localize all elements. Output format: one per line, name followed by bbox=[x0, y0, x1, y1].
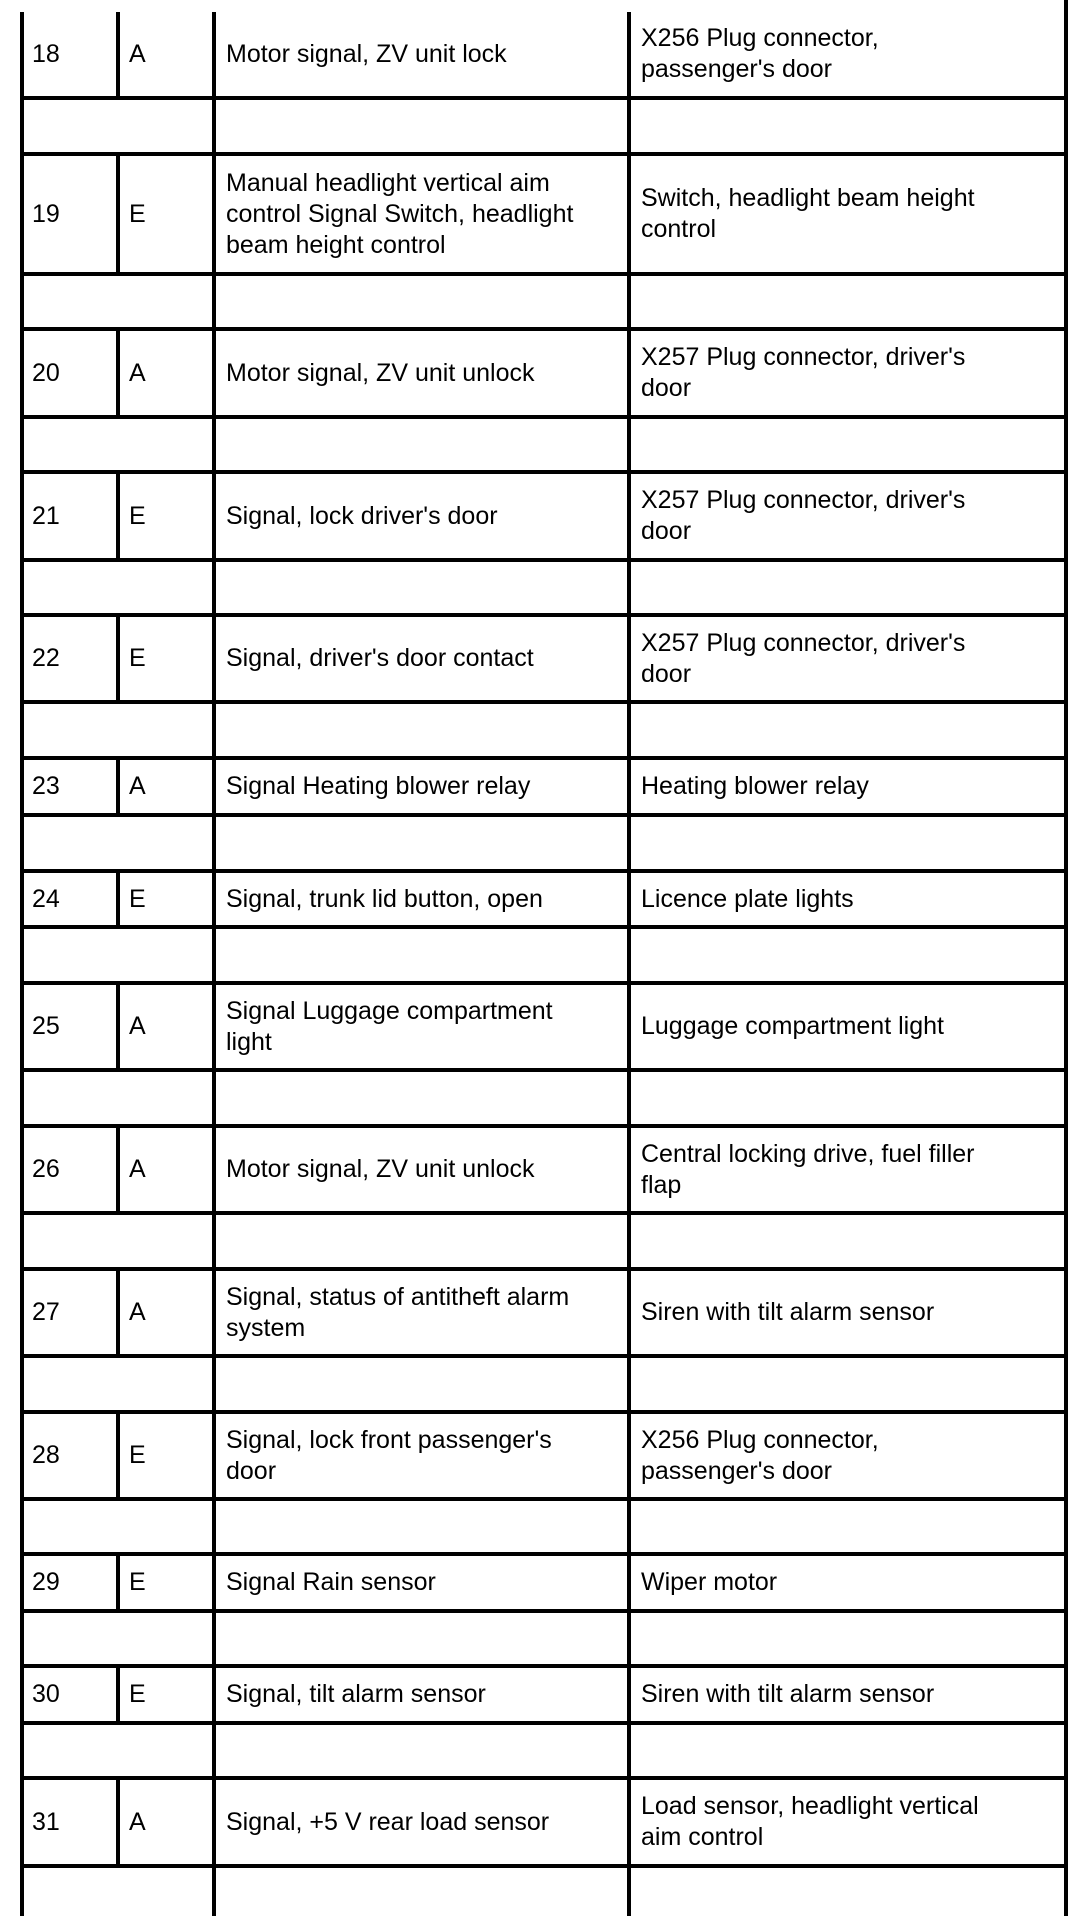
row-rule bbox=[20, 700, 1065, 704]
component-cell: X257 Plug connector, driver's door bbox=[641, 628, 966, 688]
component-cell: X256 Plug connector, passenger's door bbox=[641, 24, 879, 83]
pin-cell: 22 bbox=[32, 644, 60, 672]
pin-cell: 23 bbox=[32, 772, 60, 800]
signal-description-cell: Signal, +5 V rear load sensor bbox=[226, 1807, 550, 1836]
component-cell: Siren with tilt alarm sensor bbox=[641, 1680, 935, 1708]
component-cell: Central locking drive, fuel filler flap bbox=[641, 1139, 975, 1199]
signal-description-cell: Signal, lock front passenger's door bbox=[226, 1425, 552, 1485]
row-rule bbox=[20, 415, 1065, 419]
row-rule bbox=[20, 1354, 1065, 1358]
signal-type-cell: A bbox=[129, 1807, 146, 1836]
component-cell: Heating blower relay bbox=[641, 772, 869, 800]
pin-cell: 18 bbox=[32, 39, 60, 68]
row-rule bbox=[20, 1497, 1065, 1501]
row-rule bbox=[20, 1068, 1065, 1072]
pin-cell: 21 bbox=[32, 501, 60, 530]
pin-cell: 31 bbox=[32, 1807, 60, 1836]
signal-type-cell: E bbox=[129, 1680, 146, 1708]
signal-description-cell: Signal, driver's door contact bbox=[226, 644, 534, 672]
signal-description-cell: Motor signal, ZV unit lock bbox=[226, 39, 507, 68]
signal-type-cell: E bbox=[129, 501, 146, 530]
pin-cell: 20 bbox=[32, 358, 60, 387]
pin-cell: 30 bbox=[32, 1680, 60, 1708]
pin-cell: 19 bbox=[32, 199, 60, 228]
component-cell: Licence plate lights bbox=[641, 884, 854, 913]
signal-type-cell: E bbox=[129, 1441, 146, 1469]
pin-cell: 25 bbox=[32, 1012, 60, 1040]
signal-type-cell: E bbox=[129, 644, 146, 672]
component-cell: X257 Plug connector, driver's door bbox=[641, 486, 966, 545]
signal-description-cell: Motor signal, ZV unit unlock bbox=[226, 1155, 535, 1183]
pin-cell: 24 bbox=[32, 884, 60, 913]
row-rule bbox=[20, 272, 1065, 276]
pin-cell: 28 bbox=[32, 1441, 60, 1469]
pin-cell: 27 bbox=[32, 1298, 60, 1326]
component-cell: Luggage compartment light bbox=[641, 1012, 944, 1040]
signal-type-cell: E bbox=[129, 884, 146, 913]
component-cell: X257 Plug connector, driver's door bbox=[641, 343, 966, 402]
signal-description-cell: Signal Heating blower relay bbox=[226, 772, 531, 800]
signal-type-cell: A bbox=[129, 358, 146, 387]
signal-description-cell: Signal, trunk lid button, open bbox=[226, 884, 543, 913]
row-rule bbox=[20, 1721, 1065, 1725]
column-rule bbox=[1064, 0, 1068, 1916]
column-rule bbox=[20, 12, 24, 1916]
signal-type-cell: A bbox=[129, 1298, 146, 1326]
component-cell: Siren with tilt alarm sensor bbox=[641, 1298, 935, 1326]
component-cell: X256 Plug connector, passenger's door bbox=[641, 1425, 879, 1485]
component-cell: Wiper motor bbox=[641, 1568, 778, 1596]
row-rule bbox=[20, 813, 1065, 817]
column-rule bbox=[212, 12, 216, 1916]
signal-type-cell: E bbox=[129, 1568, 146, 1596]
signal-description-cell: Signal Rain sensor bbox=[226, 1568, 436, 1596]
row-rule bbox=[20, 96, 1065, 100]
pin-cell: 29 bbox=[32, 1568, 60, 1596]
signal-description-cell: Motor signal, ZV unit unlock bbox=[226, 358, 535, 387]
signal-type-cell: A bbox=[129, 1155, 146, 1183]
column-rule bbox=[627, 12, 631, 1916]
row-rule bbox=[20, 925, 1065, 929]
signal-type-cell: A bbox=[129, 772, 146, 800]
row-rule bbox=[20, 1609, 1065, 1613]
signal-type-cell: A bbox=[129, 1012, 146, 1040]
signal-type-cell: A bbox=[129, 39, 146, 68]
signal-description-cell: Signal, status of antitheft alarm system bbox=[226, 1282, 570, 1342]
signal-description-cell: Signal, tilt alarm sensor bbox=[226, 1680, 486, 1708]
component-cell: Load sensor, headlight vertical aim control bbox=[641, 1792, 979, 1851]
signal-description-cell: Manual headlight vertical aim control Signal Switch, headlight beam height control bbox=[226, 168, 574, 259]
signal-description-cell: Signal, lock driver's door bbox=[226, 501, 498, 530]
signal-description-cell: Signal Luggage compartment light bbox=[226, 996, 553, 1056]
pin-cell: 26 bbox=[32, 1155, 60, 1183]
component-cell: Switch, headlight beam height control bbox=[641, 184, 975, 243]
signal-type-cell: E bbox=[129, 199, 146, 228]
row-rule bbox=[20, 1211, 1065, 1215]
row-rule bbox=[20, 1864, 1065, 1868]
row-rule bbox=[20, 558, 1065, 562]
